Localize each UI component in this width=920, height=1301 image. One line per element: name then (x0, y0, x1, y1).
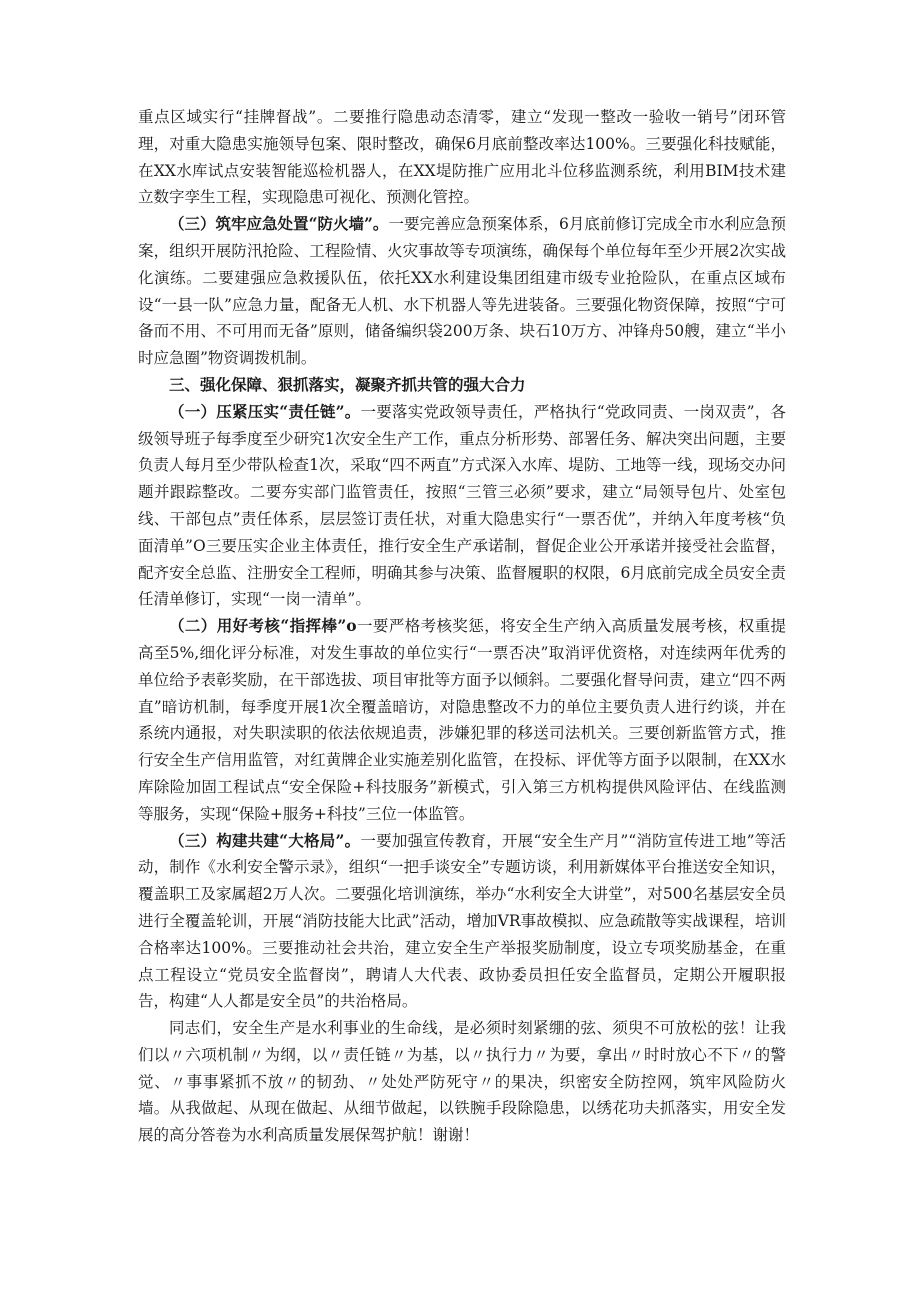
paragraph-text: 一要落实党政领导责任，严格执行“党政同责、一岗双责”，各级领导班子每季度至少研究1次安全生产工作，重点分析形势、部署任务、解决突出问题，主要负责人每月至少带队检查1次，采取“四不两直”方式深入水库、堤防、工地等一线，现场交办问题并跟踪整改。二要夯实部门监管责任，按照“三管三必须”要求，建立“局领导包片、处室包线、干部包点”责任体系，层层签订责任状，对重大隐患实行“一票否优”，并纳入年度考核“负面清单”O三要压实企业主体责任，推行安全生产承诺制，督促企业公开承诺并接受社会监督，配齐安全总监、注册安全工程师，明确其参与决策、监督履职的权限，6月底前完成全员安全责任清单修订，实现“一岗一清单”。 (138, 402, 786, 609)
paragraph-responsibility-chain (138, 399, 786, 613)
document-body (138, 104, 786, 1149)
paragraph-heading: （一）压紧压实“责任链”。 (169, 401, 361, 421)
paragraph-text: 一要严格考核奖惩，将安全生产纳入高质量发展考核，权重提高至5%,细化评分标准，对发生事故的单位实行“一票否决”取消评优资格，对连续两年优秀的单位给予表彰奖励，在干部选拔、项目审批等方面予以倾斜。二要强化督导问责，建立“四不两直”暗访机制，每季度开展1次全覆盖暗访，对隐患整改不力的单位主要负责人进行约谈，并在系统内通报，对失职渎职的依法依规追责，涉嫌犯罪的移送司法机关。三要创新监管方式，推行安全生产信用监管，对红黄牌企业实施差别化监管，在投标、评优等方面予以限制，在XX水库除险加固工程试点“安全保险+科技服务”新模式，引入第三方机构提供风险评估、在线监测等服务，实现“保险+服务+科技”三位一体监管。 (138, 617, 786, 823)
section-title: 三、强化保障、狠抓落实，凝聚齐抓共管的强大合力 (169, 374, 526, 394)
paragraph-heading: （三）构建共建“大格局”。 (169, 830, 361, 850)
paragraph-heading: （二）用好考核“指挥棒”o (169, 616, 357, 636)
section-heading-3 (138, 372, 786, 399)
paragraph-text: 一要完善应急预案体系，6月底前修订完成全市水利应急预案，组织开展防汛抢险、工程险情、火灾事故等专项演练，确保每个单位每年至少开展2次实战化演练。二要建强应急救援队伍，依托XX水利建设集团组建市级专业抢险队，在重点区域布设“一县一队”应急力量，配备无人机、水下机器人等先进装备。三要强化物资保障，按照“宁可备而不用、不可用而无备”原则，储备编织袋200万条、块石10万方、冲锋舟50艘，建立“半小时应急圈”物资调拨机制。 (138, 215, 786, 368)
paragraph-hazard-continuation (138, 104, 786, 211)
paragraph-text: 一要加强宣传教育，开展“安全生产月”“消防宣传进工地”等活动，制作《水利安全警示录》，组织“一把手谈安全”专题访谈，利用新媒体平台推送安全知识，覆盖职工及家属超2万人次。二要强化培训演练，举办“水利安全大讲堂”，对500名基层安全员进行全覆盖轮训，开展“消防技能大比武”活动，增加VR事故模拟、应急疏散等实战课程，培训合格率达100%。三要推动社会共治，建立安全生产举报奖励制度，设立专项奖励基金，在重点工程设立“党员安全监督岗”，聘请人大代表、政协委员担任安全监督员，定期公开履职报告，构建“人人都是安全员”的共治格局。 (138, 831, 786, 1011)
paragraph-text: 重点区域实行“挂牌督战”。二要推行隐患动态清零，建立“发现一整改一验收一销号”闭环管理，对重大隐患实施领导包案、限时整改，确保6月底前整改率达100%。三要强化科技赋能，在XX水库试点安装智能巡检机器人，在XX堤防推广应用北斗位移监测系统，利用BIM技术建立数字孪生工程，实现隐患可视化、预测化管控。 (138, 108, 786, 207)
paragraph-assessment-baton (138, 613, 786, 827)
paragraph-closing-remarks (138, 1015, 786, 1149)
paragraph-text: 同志们，安全生产是水利事业的生命线，是必须时刻紧绷的弦、须臾不可放松的弦！让我们以〃六项机制〃为纲，以〃责任链〃为基，以〃执行力〃为要，拿出〃时时放心不下〃的警觉、〃事事紧抓不放〃的韧劲、〃处处严防死守〃的果决，织密安全防控网，筑牢风险防火墙。从我做起、从现在做起、从细节做起，以铁腕手段除隐患，以绣花功夫抓落实，用安全发展的高分答卷为水利高质量发展保驾护航！谢谢！ (138, 1019, 786, 1145)
paragraph-heading: （三）筑牢应急处置“防火墙”。 (169, 214, 389, 234)
paragraph-emergency-firewall (138, 211, 786, 372)
paragraph-co-governance (138, 828, 786, 1016)
